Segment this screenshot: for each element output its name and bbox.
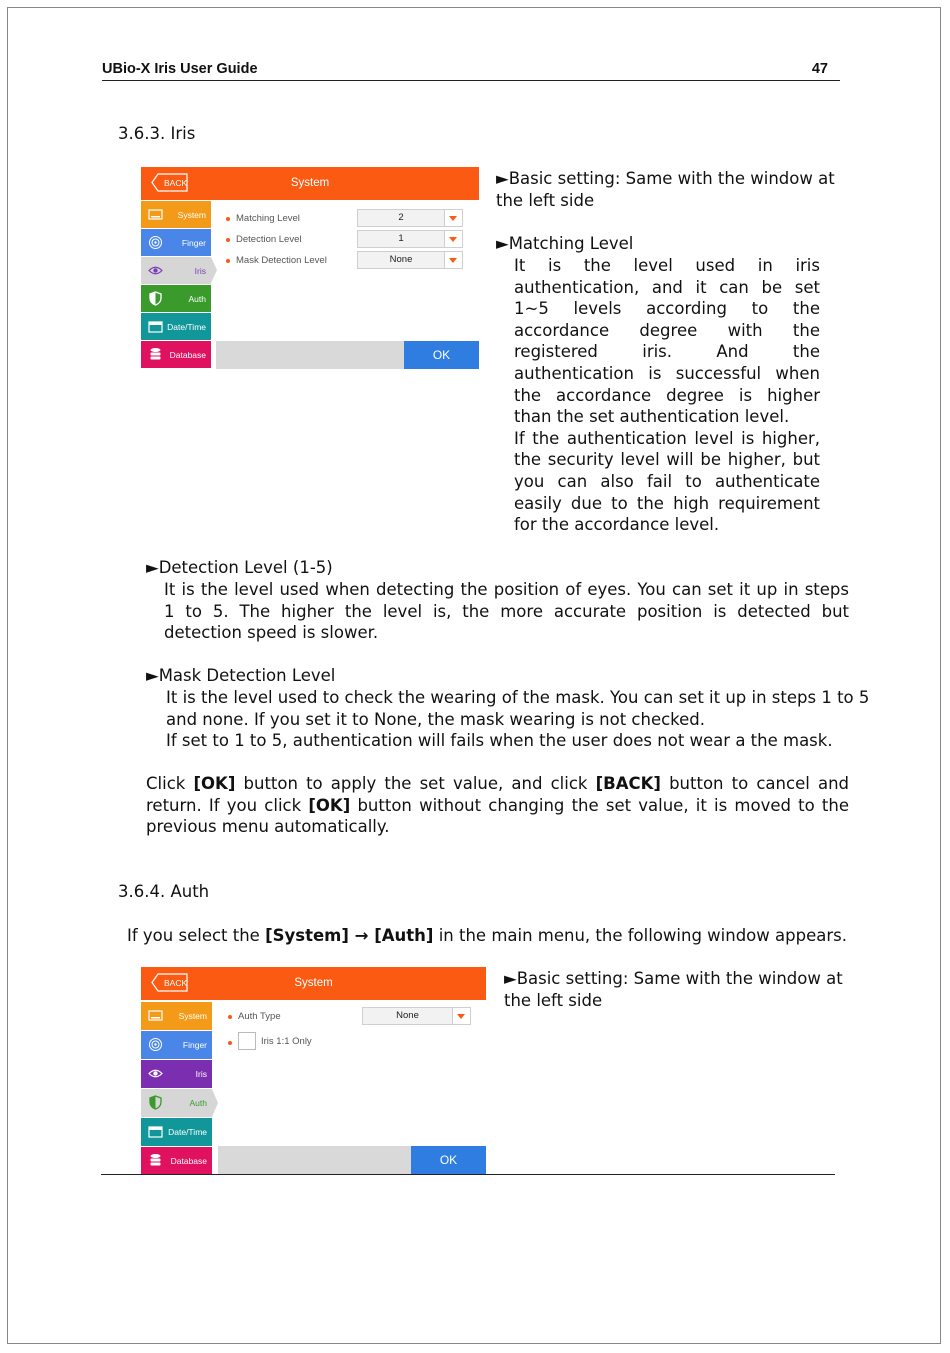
basic-setting-note: ►Basic setting: Same with the window at the left side	[496, 169, 835, 210]
system-icon	[148, 1008, 163, 1023]
mask-detection-level-select[interactable]: None	[357, 251, 463, 269]
ok-button[interactable]: OK	[411, 1146, 486, 1174]
detection-level-select[interactable]: 1	[357, 230, 463, 248]
sidebar-item-system[interactable]: System	[141, 1002, 212, 1030]
ok-button[interactable]: OK	[404, 341, 479, 369]
matching-level-description: It is the level used in iris authentication, and it can be set 1~5 levels according to the accordance degree with the registered iris. And the authentication is successful when the accordance degree is higher than the set authentication level. If the authentication level is higher, the security level will be higher, but you can also fail to authenticate easily due to the high requirement for the accordance level.	[514, 256, 820, 535]
back-label: BACK	[164, 178, 188, 188]
bottom-bar	[216, 341, 404, 369]
detection-level-description: It is the level used when detecting the position of eyes. You can set it up in steps 1 to 5. The higher the level is, the more accurate position is detected but detection speed is slower.	[164, 580, 849, 643]
calendar-icon	[148, 1124, 163, 1139]
back-label: BACK	[164, 978, 188, 988]
system-icon	[148, 207, 163, 222]
auth-basic-setting-note: ►Basic setting: Same with the window at the left side	[504, 969, 843, 1010]
database-icon	[148, 1153, 163, 1168]
page-number: 47	[811, 61, 828, 77]
screen-title: System	[294, 977, 333, 989]
title-bar	[141, 967, 486, 1000]
title-bar	[141, 167, 479, 200]
calendar-icon	[148, 319, 163, 334]
database-icon	[148, 347, 163, 362]
sidebar-item-finger[interactable]: Finger	[141, 229, 211, 256]
chevron-down-icon	[444, 210, 462, 226]
fingerprint-icon	[148, 1037, 163, 1052]
auth-type-select[interactable]: None	[362, 1007, 471, 1025]
sidebar-item-iris[interactable]: Iris	[141, 1060, 212, 1088]
matching-level-select[interactable]: 2	[357, 209, 463, 227]
sidebar-item-auth[interactable]: Auth	[141, 285, 211, 312]
mask-detection-description: It is the level used to check the wearing of the mask. You can set it up in steps 1 to 5 and none. If you set it to None, the mask wearing is not checked. If set to 1 to 5, authentication will fails when the user does not wear a the mask.	[166, 688, 870, 751]
detection-level-heading: ►Detection Level (1-5)	[146, 558, 333, 577]
sidebar-item-database[interactable]: Database	[141, 1147, 212, 1175]
chevron-down-icon	[444, 231, 462, 247]
sidebar-item-iris[interactable]: Iris	[141, 257, 211, 284]
footer-rule	[101, 1174, 835, 1175]
iris-1-1-only-checkbox[interactable]	[238, 1032, 256, 1050]
mask-detection-heading: ►Mask Detection Level	[146, 666, 336, 685]
chevron-down-icon	[452, 1008, 470, 1024]
page-header	[102, 58, 840, 81]
chevron-down-icon	[444, 252, 462, 268]
section-heading-iris: 3.6.3. Iris	[118, 124, 196, 143]
iris-settings-screenshot: BACK System System Finger Iris Auth Date/Time Database Matching Level 2 Detection Level 1 Mask Detection Level None OK	[141, 167, 479, 370]
matching-level-heading: ►Matching Level	[496, 234, 634, 253]
screen-title: System	[290, 177, 330, 189]
bottom-bar	[218, 1146, 411, 1174]
sidebar-item-auth[interactable]: Auth	[141, 1089, 212, 1117]
shield-icon	[148, 291, 163, 306]
auth-intro: If you select the [System] → [Auth] in the main menu, the following window appears.	[127, 926, 847, 945]
sidebar-item-system[interactable]: System	[141, 201, 211, 228]
fingerprint-icon	[148, 235, 163, 250]
sidebar-item-datetime[interactable]: Date/Time	[141, 1118, 212, 1146]
active-notch	[212, 1089, 218, 1117]
ok-back-instructions: Click [OK] button to apply the set value, and click [BACK] button to cancel and return. If you click [OK] button without changing the set value, it is moved to the previous menu automatically.	[146, 774, 849, 837]
document-title: UBio-X Iris User Guide	[102, 61, 258, 77]
eye-icon	[148, 263, 163, 278]
section-heading-auth: 3.6.4. Auth	[118, 882, 210, 901]
sidebar-item-datetime[interactable]: Date/Time	[141, 313, 211, 340]
eye-icon	[148, 1066, 163, 1081]
shield-icon	[148, 1095, 163, 1110]
sidebar-item-finger[interactable]: Finger	[141, 1031, 212, 1059]
sidebar-item-database[interactable]: Database	[141, 341, 211, 368]
active-notch	[211, 257, 217, 283]
auth-settings-screenshot: BACK System System Finger Iris Auth Date/Time Database Auth Type None Iris 1:1 Only OK	[141, 967, 486, 1174]
